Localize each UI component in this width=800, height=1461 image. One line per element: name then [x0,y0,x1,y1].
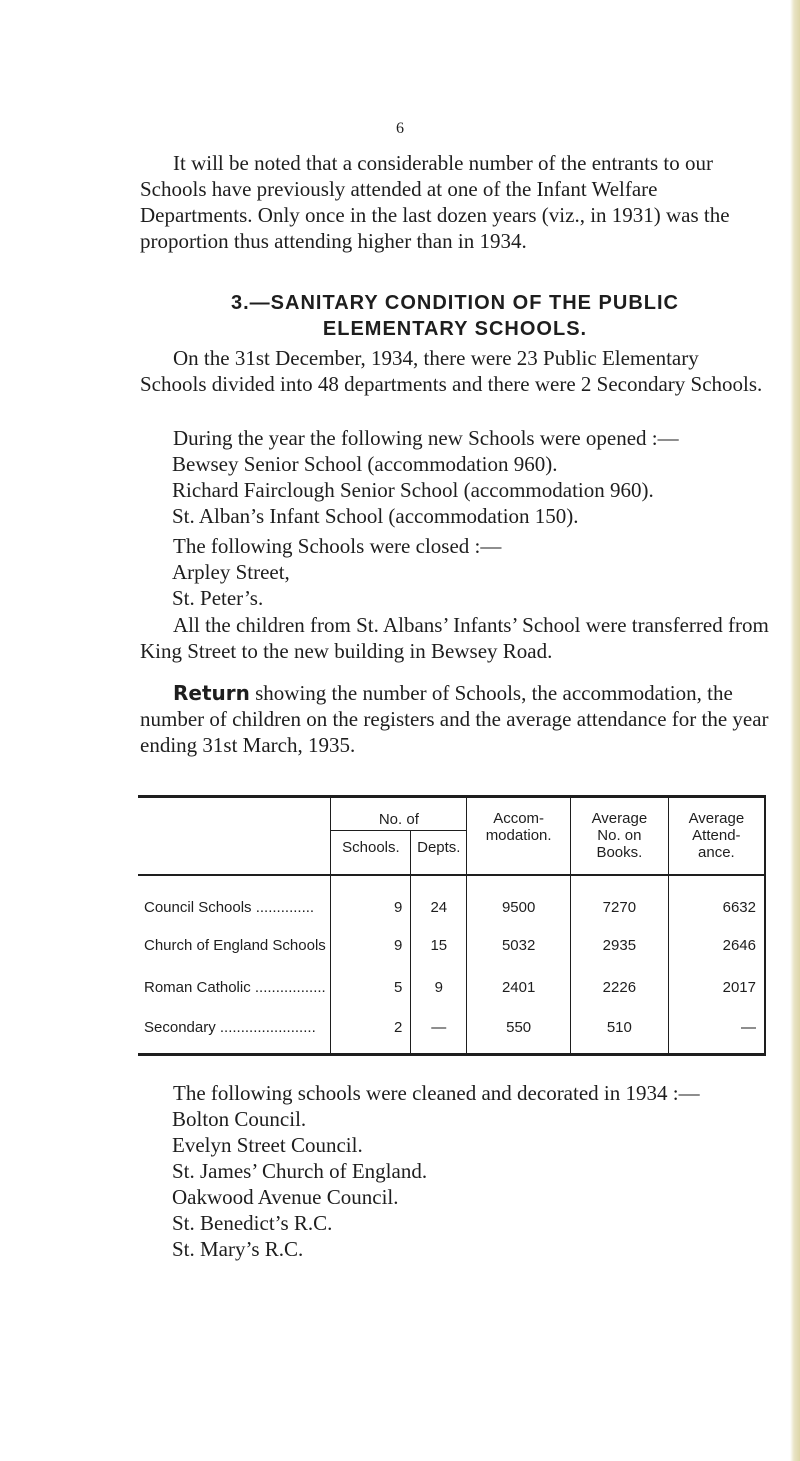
cell-attendance: 2017 [668,967,765,1009]
header-no-of [331,797,467,831]
section-heading-line-2: ELEMENTARY SCHOOLS. [322,318,588,340]
list-item: St. Benedict’s R.C. [172,1211,333,1235]
transfer-paragraph: All the children from St. Albans’ Infants’ School were transferred from King Street to the new building in Bewsey Road. [140,613,769,663]
header-average-attendance-line-3: ance. [698,844,735,861]
cell-schools: 9 [331,875,411,925]
opened-intro: During the year the following new Schools were opened :— [173,426,679,450]
opened-schools-list [172,451,654,529]
header-average-books [571,797,669,873]
page-number: 6 [396,120,404,137]
cell-books: 2935 [571,925,669,967]
cell-accommodation: 550 [467,1009,571,1055]
cell-attendance: 6632 [668,875,765,925]
list-item: Evelyn Street Council. [172,1133,363,1157]
cell-accommodation: 5032 [467,925,571,967]
header-accommodation-line-1: Accom- [493,810,545,827]
intro-paragraph: It will be noted that a considerable number of the entrants to our Schools have previously attended at one of the Infant Welfare Departments. Only once in the last dozen years (viz., in 1931) was the proportion thus attending higher than in 1934. [140,151,730,253]
cell-depts: 15 [411,925,467,967]
header-schools: Schools. [331,831,411,873]
section-heading [140,290,770,342]
list-item: Oakwood Avenue Council. [172,1185,399,1209]
cell-depts: 24 [411,875,467,925]
header-average-attendance-line-1: Average [688,810,745,827]
closed-schools-list [172,559,290,611]
header-average-attendance [668,797,765,873]
table-row [138,1009,765,1055]
return-paragraph [140,680,770,758]
header-average-books-line-1: Average [591,810,648,827]
cell-accommodation: 9500 [467,875,571,925]
schools-paragraph: On the 31st December, 1934, there were 23 Public Elementary Schools divided into 48 departments and there were 2 Secondary Schools. [140,346,763,396]
list-item: Arpley Street, [172,560,290,584]
header-average-attendance-line-2: Attend- [692,827,741,844]
cell-depts: — [411,1009,467,1055]
header-no-of-label: No. of [378,811,419,828]
row-label: Secondary ....................... [138,1009,331,1055]
header-accommodation-line-2: modation. [485,827,552,844]
table-row [138,967,765,1009]
list-item: St. Alban’s Infant School (accommodation 150). [172,504,579,528]
decorated-schools-list [172,1106,427,1262]
table-row [138,925,765,967]
cell-accommodation: 2401 [467,967,571,1009]
cell-depts: 9 [411,967,467,1009]
row-label: Roman Catholic ................. [144,979,326,996]
list-item: Bewsey Senior School (accommodation 960). [172,452,558,476]
decorated-intro: The following schools were cleaned and decorated in 1934 :— [173,1081,700,1105]
list-item: St. Mary’s R.C. [172,1237,304,1261]
closed-intro: The following Schools were closed :— [173,534,502,558]
header-average-books-line-3: Books. [596,844,643,861]
return-text: showing the number of Schools, the accommodation, the number of children on the registers and the average attendance for the year ending 31st March, 1935. [140,681,769,757]
section-heading-line-1: 3.—SANITARY CONDITION OF THE PUBLIC [231,292,679,314]
cell-books: 7270 [571,875,669,925]
list-item: Richard Fairclough Senior School (accommodation 960). [172,478,654,502]
cell-schools: 2 [331,1009,411,1055]
header-depts: Depts. [411,831,467,873]
list-item: Bolton Council. [172,1107,307,1131]
header-average-books-line-2: No. on [597,827,642,844]
table-row [138,875,765,925]
list-item: St. Peter’s. [172,586,264,610]
return-table [138,795,766,1056]
list-item: St. James’ Church of England. [172,1159,428,1183]
cell-books: 2226 [571,967,669,1009]
row-label: Church of England Schools [144,937,326,954]
table-corner [138,797,331,873]
page-edge [790,0,800,1461]
header-accommodation [467,797,571,873]
cell-books: 510 [571,1009,669,1055]
return-lead-word: Return [173,681,250,705]
cell-attendance: 2646 [668,925,765,967]
cell-schools: 9 [331,925,411,967]
cell-attendance: — [668,1009,765,1055]
cell-schools: 5 [331,967,411,1009]
row-label: Council Schools .............. [144,898,315,916]
